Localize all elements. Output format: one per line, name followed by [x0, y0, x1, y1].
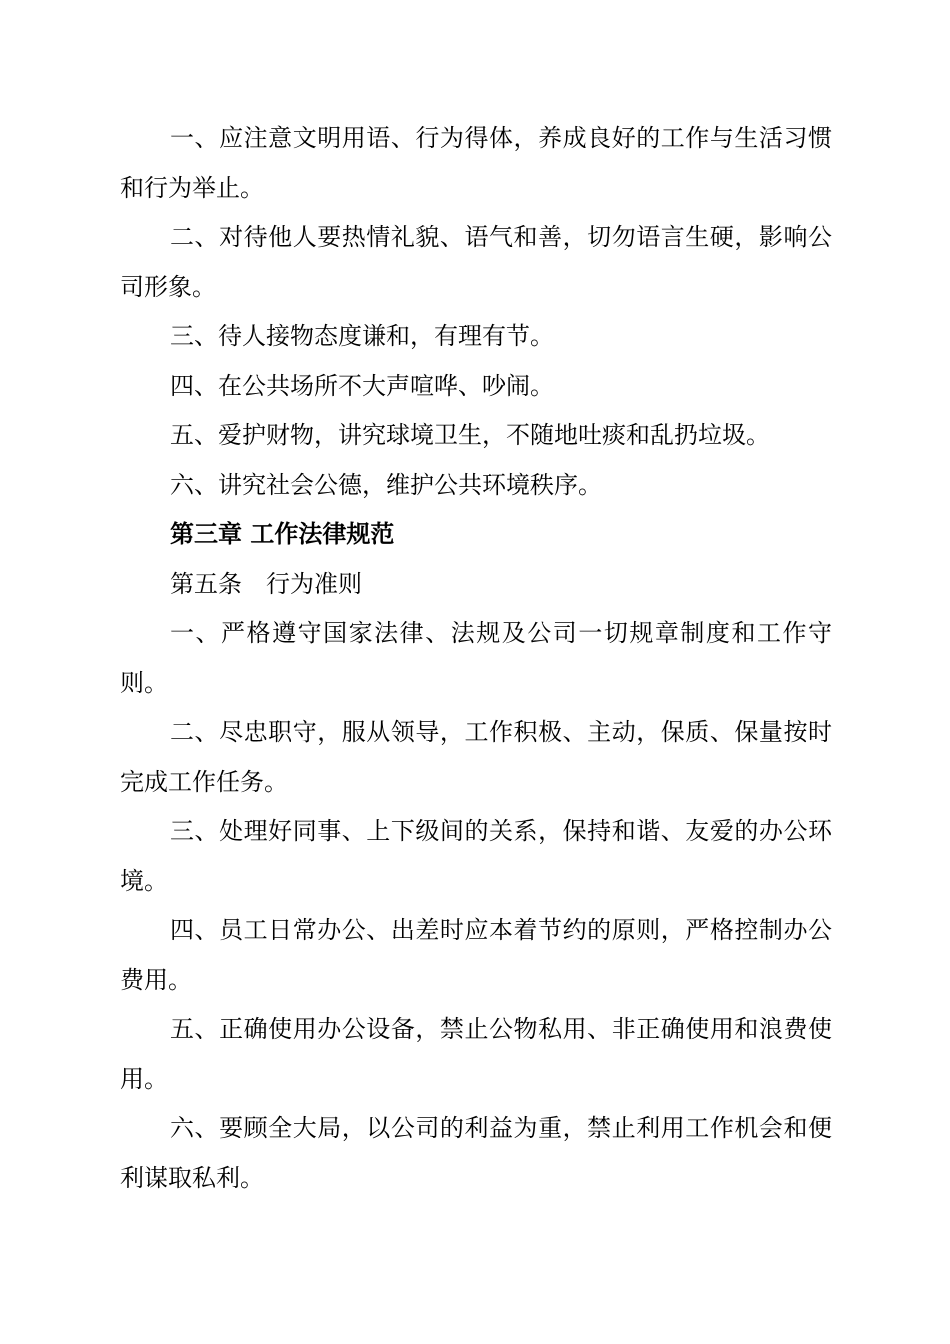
article-heading: 第五条 行为准则 — [170, 569, 362, 598]
conduct-item-5: 五、爱护财物，讲究球境卫生，不随地吐痰和乱扔垃圾。 — [170, 421, 770, 449]
conduct-item-3: 三、待人接物态度谦和，有理有节。 — [170, 322, 554, 350]
rule-item-6: 六、要顾全大局，以公司的利益为重，禁止利用工作机会和便利谋取私利。 — [120, 1114, 832, 1192]
rule-item-4: 四、员工日常办公、出差时应本着节约的原则，严格控制办公费用。 — [120, 916, 832, 994]
document-body — [120, 114, 832, 1203]
rule-item-3: 三、处理好同事、上下级间的关系，保持和谐、友爱的办公环境。 — [120, 817, 832, 895]
rule-item-5: 五、正确使用办公设备，禁止公物私用、非正确使用和浪费使用。 — [120, 1015, 832, 1093]
conduct-item-6: 六、讲究社会公德，维护公共环境秩序。 — [170, 470, 602, 499]
chapter-heading: 第三章 工作法律规范 — [170, 520, 395, 548]
conduct-item-1: 一、应注意文明用语、行为得体，养成良好的工作与生活习惯和行为举止。 — [120, 124, 832, 202]
conduct-item-2: 二、对待他人要热情礼貌、语气和善，切勿语言生硬，影响公司形象。 — [120, 223, 832, 301]
rule-item-1: 一、严格遵守国家法律、法规及公司一切规章制度和工作守则。 — [120, 619, 832, 697]
rule-item-2: 二、尽忠职守，服从领导，工作积极、主动，保质、保量按时完成工作任务。 — [120, 718, 832, 796]
conduct-item-4: 四、在公共场所不大声喧哗、吵闹。 — [170, 371, 554, 400]
